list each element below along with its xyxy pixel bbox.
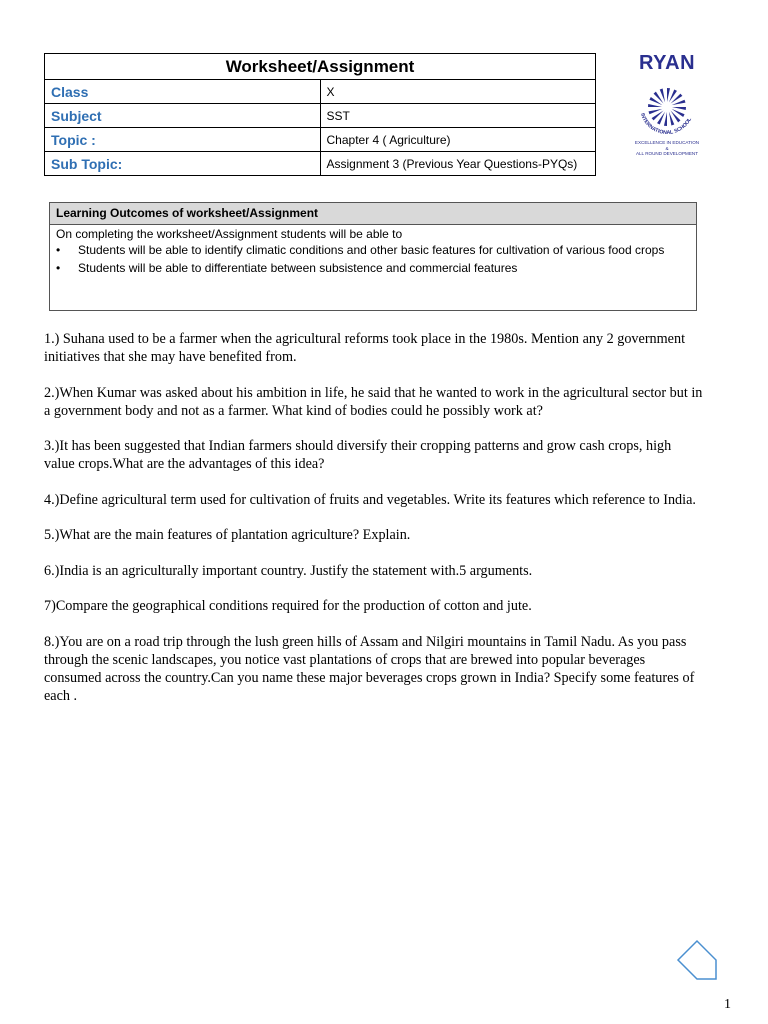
- question-7: 7)Compare the geographical conditions required for the production of cotton and jute.: [44, 598, 532, 614]
- header-row-topic: [45, 128, 596, 152]
- logo-tagline-line-2: &: [665, 145, 669, 151]
- learning-outcome-text: Students will be able to identify climatic conditions and other basic features for cultivation of various food crops: [78, 243, 665, 257]
- learning-outcomes-box: [49, 202, 697, 311]
- class-label: Class: [45, 80, 321, 104]
- bullet-icon: •: [56, 260, 61, 275]
- logo-ray: [664, 112, 667, 126]
- logo-ray: [672, 107, 686, 110]
- logo-ray: [649, 97, 662, 105]
- questions-list: [44, 330, 704, 722]
- question-8: 8.)You are on a road trip through the lush green hills of Assam and Nilgiri mountains in Tamil Nadu. As you pass through the scenic landscapes, you notice vast plantations of crops that are brewed into popular beverages consumed across the country.Can you name these major beverages crops grown in India? Specify some features of each .: [44, 633, 695, 704]
- logo-ray: [669, 89, 677, 102]
- logo-name: RYAN: [638, 52, 696, 74]
- subject-label: Subject: [45, 104, 321, 128]
- page-number: 1: [724, 997, 731, 1012]
- learning-outcomes-intro: On completing the worksheet/Assignment students will be able to: [56, 227, 403, 241]
- header-row-subtopic: [45, 152, 596, 176]
- learning-outcomes-list: [50, 242, 696, 276]
- topic-value: Chapter 4 ( Agriculture): [320, 128, 596, 152]
- worksheet-header-table: [44, 53, 596, 176]
- question-1: 1.) Suhana used to be a farmer when the agricultural reforms took place in the 1980s. Mention any 2 government initiatives that she may have benefited from.: [44, 331, 686, 365]
- pencil-icon[interactable]: [676, 939, 720, 983]
- header-row-subject: [45, 104, 596, 128]
- logo-ray: [657, 112, 665, 125]
- topic-label: Topic :: [45, 128, 321, 152]
- question-2: 2.)When Kumar was asked about his ambition in life, he said that he wanted to work in the agricultural sector but in a government body and not as a farmer. What kind of bodies could he possibly work at?: [44, 384, 703, 419]
- learning-outcome-item: [56, 242, 686, 259]
- sunburst-logo-icon: [634, 74, 700, 140]
- logo-ray: [648, 104, 662, 107]
- ryan-logo: [626, 52, 708, 160]
- logo-tagline-line-3: ALL ROUND DEVELOPMENT: [635, 151, 699, 156]
- logo-school-text: INTERNATIONAL SCHOOL: [638, 112, 694, 137]
- logo-ray: [672, 109, 685, 117]
- question-3: 3.)It has been suggested that Indian farmers should diversify their cropping patterns and grow cash crops, high value crops.What are the advantages of this idea?: [44, 438, 672, 472]
- logo-ray: [667, 88, 670, 102]
- question-6: 6.)India is an agriculturally important country. Justify the statement with.5 arguments.: [44, 562, 533, 579]
- class-value: X: [320, 80, 596, 104]
- logo-tagline: [626, 140, 708, 157]
- question-5: 5.)What are the main features of plantation agriculture? Explain.: [44, 527, 411, 543]
- learning-outcome-text: Students will be able to differentiate between subsistence and commercial features: [78, 260, 518, 275]
- worksheet-title: Worksheet/Assignment: [45, 54, 596, 80]
- subject-value: SST: [320, 104, 596, 128]
- learning-outcomes-heading: Learning Outcomes of worksheet/Assignment: [50, 203, 696, 225]
- bullet-icon: •: [56, 243, 61, 257]
- learning-outcome-item: [56, 260, 686, 277]
- subtopic-value: Assignment 3 (Previous Year Questions-PYQs): [320, 152, 596, 176]
- header-row-class: [45, 80, 596, 104]
- question-4: 4.)Define agricultural term used for cultivation of fruits and vegetables. Write its features which reference to India.: [44, 491, 696, 508]
- subtopic-label: Sub Topic:: [45, 152, 321, 176]
- logo-tagline-line-1: EXCELLENCE IN EDUCATION: [634, 140, 700, 145]
